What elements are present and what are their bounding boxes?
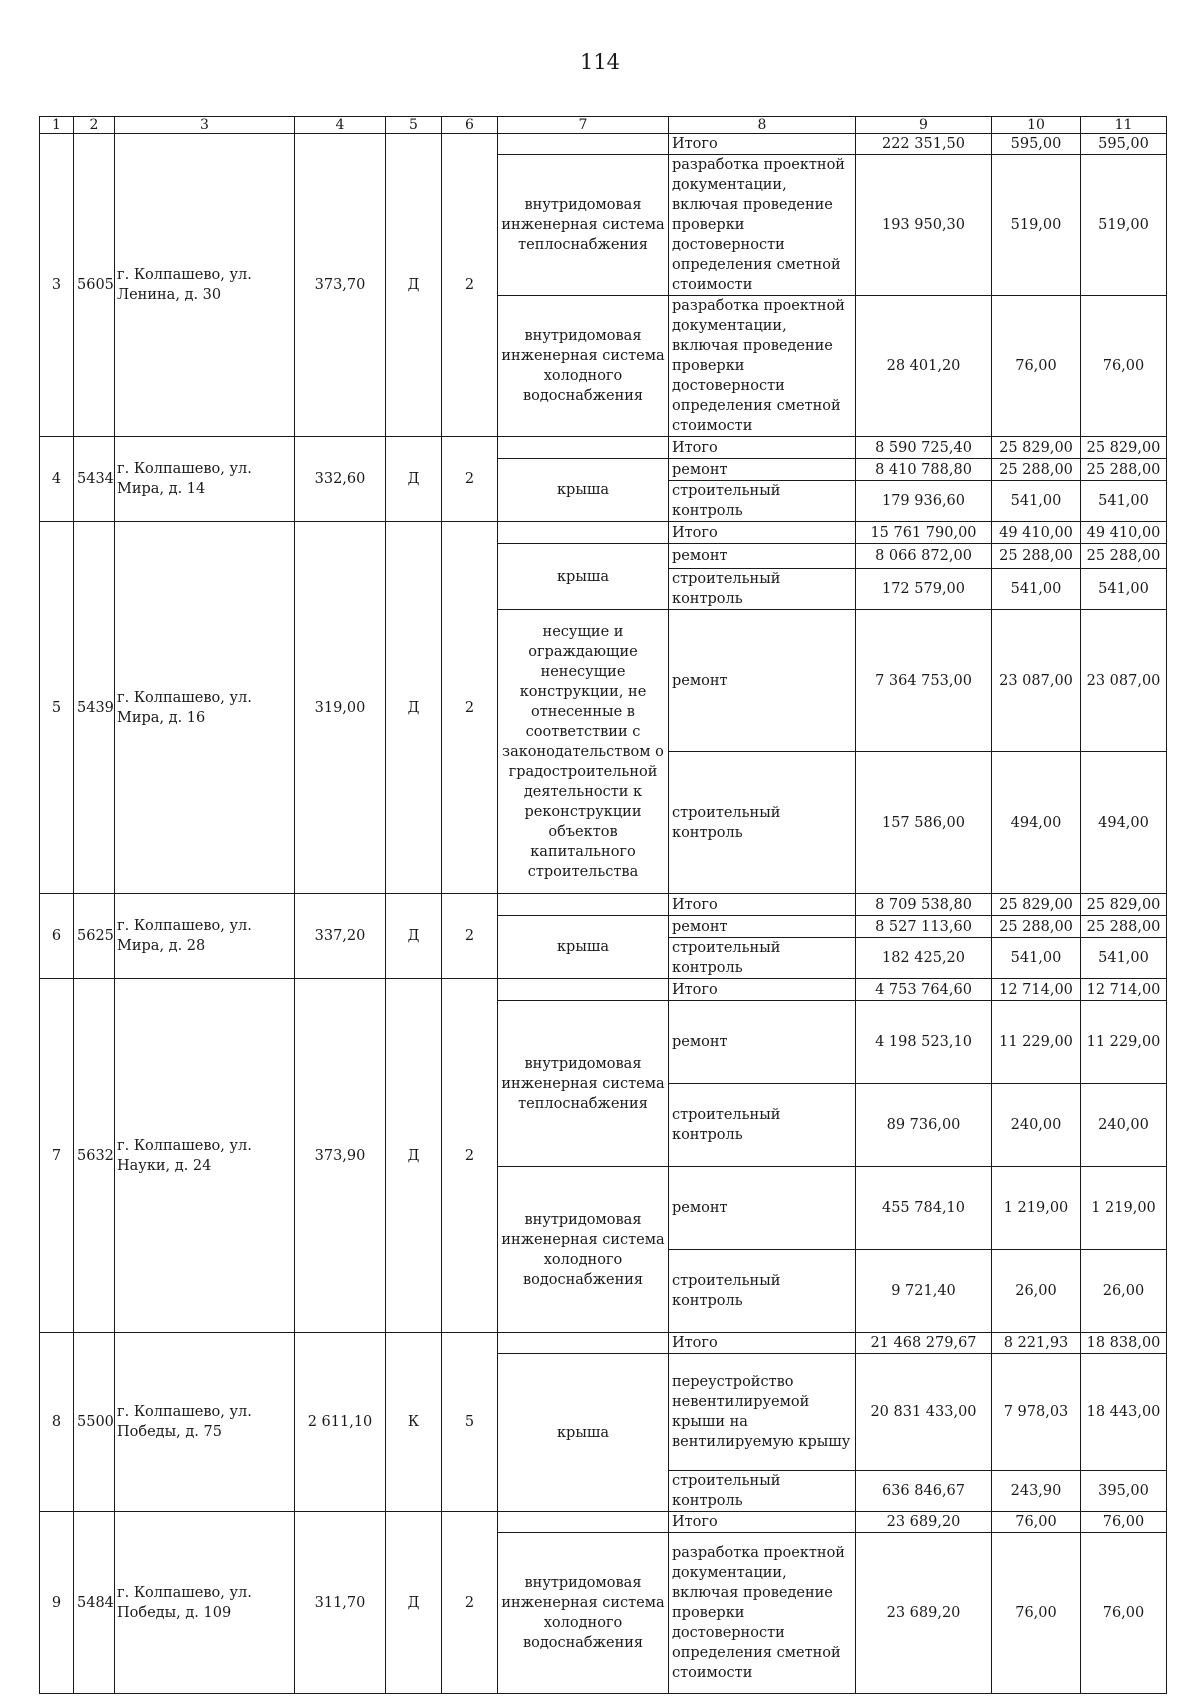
work-value-10: 243,90 — [992, 1471, 1081, 1512]
total-label: Итого — [669, 894, 856, 916]
work-value-11: 25 288,00 — [1081, 459, 1167, 481]
record-code: 5434 — [74, 437, 115, 522]
column-header: 11 — [1081, 117, 1167, 134]
work-type: ремонт — [669, 610, 856, 752]
work-value-10: 26,00 — [992, 1250, 1081, 1333]
record-address: г. Колпашево, ул. Мира, д. 14 — [115, 437, 295, 522]
work-value-9: 4 198 523,10 — [856, 1001, 992, 1084]
total-element-cell — [498, 1333, 669, 1354]
work-value-11: 541,00 — [1081, 938, 1167, 979]
work-value-9: 636 846,67 — [856, 1471, 992, 1512]
total-label: Итого — [669, 1333, 856, 1354]
total-element-cell — [498, 979, 669, 1001]
work-type: ремонт — [669, 459, 856, 481]
work-value-10: 76,00 — [992, 296, 1081, 437]
work-value-10: 240,00 — [992, 1084, 1081, 1167]
work-type: строительный контроль — [669, 481, 856, 522]
work-value-11: 23 087,00 — [1081, 610, 1167, 752]
structural-element: внутридомовая инженерная система теплоснабжения — [498, 155, 669, 296]
record-address: г. Колпашево, ул. Мира, д. 28 — [115, 894, 295, 979]
work-value-9: 172 579,00 — [856, 569, 992, 610]
record-row — [40, 437, 1167, 459]
total-value-9: 8 590 725,40 — [856, 437, 992, 459]
work-value-10: 11 229,00 — [992, 1001, 1081, 1084]
work-value-9: 8 527 113,60 — [856, 916, 992, 938]
total-label: Итого — [669, 437, 856, 459]
work-value-11: 1 219,00 — [1081, 1167, 1167, 1250]
work-value-9: 23 689,20 — [856, 1533, 992, 1694]
record-number: 4 — [40, 437, 74, 522]
work-value-11: 25 288,00 — [1081, 916, 1167, 938]
record-address: г. Колпашево, ул. Победы, д. 109 — [115, 1512, 295, 1694]
structural-element: внутридомовая инженерная система холодного водоснабжения — [498, 296, 669, 437]
work-value-9: 179 936,60 — [856, 481, 992, 522]
total-value-11: 595,00 — [1081, 134, 1167, 155]
work-value-11: 541,00 — [1081, 569, 1167, 610]
record-area: 373,70 — [295, 134, 386, 437]
work-value-11: 76,00 — [1081, 296, 1167, 437]
record-address: г. Колпашево, ул. Науки, д. 24 — [115, 979, 295, 1333]
record-number: 7 — [40, 979, 74, 1333]
column-header: 1 — [40, 117, 74, 134]
record-area: 319,00 — [295, 522, 386, 894]
work-value-9: 8 066 872,00 — [856, 544, 992, 569]
record-row — [40, 134, 1167, 155]
structural-element: внутридомовая инженерная система холодного водоснабжения — [498, 1533, 669, 1694]
structural-element: внутридомовая инженерная система теплоснабжения — [498, 1001, 669, 1167]
record-type: Д — [386, 522, 442, 894]
total-value-9: 23 689,20 — [856, 1512, 992, 1533]
total-value-10: 8 221,93 — [992, 1333, 1081, 1354]
work-value-10: 494,00 — [992, 752, 1081, 894]
total-value-10: 12 714,00 — [992, 979, 1081, 1001]
work-value-10: 541,00 — [992, 938, 1081, 979]
record-number: 3 — [40, 134, 74, 437]
total-element-cell — [498, 134, 669, 155]
record-number: 9 — [40, 1512, 74, 1694]
structural-element: внутридомовая инженерная система холодного водоснабжения — [498, 1167, 669, 1333]
total-value-11: 25 829,00 — [1081, 437, 1167, 459]
record-code: 5484 — [74, 1512, 115, 1694]
column-header: 2 — [74, 117, 115, 134]
column-header: 7 — [498, 117, 669, 134]
work-value-10: 1 219,00 — [992, 1167, 1081, 1250]
total-value-10: 595,00 — [992, 134, 1081, 155]
work-value-11: 494,00 — [1081, 752, 1167, 894]
work-value-9: 157 586,00 — [856, 752, 992, 894]
work-type: строительный контроль — [669, 1471, 856, 1512]
record-row — [40, 522, 1167, 544]
total-label: Итого — [669, 979, 856, 1001]
column-header: 3 — [115, 117, 295, 134]
record-count: 2 — [442, 894, 498, 979]
total-element-cell — [498, 522, 669, 544]
work-value-9: 455 784,10 — [856, 1167, 992, 1250]
total-element-cell — [498, 437, 669, 459]
record-area: 337,20 — [295, 894, 386, 979]
total-value-11: 18 838,00 — [1081, 1333, 1167, 1354]
record-area: 2 611,10 — [295, 1333, 386, 1512]
work-type: разработка проектной документации, включая проведение проверки достоверности определения сметной стоимости — [669, 296, 856, 437]
record-code: 5625 — [74, 894, 115, 979]
work-type: переустройство невентилируемой крыши на вентилируемую крышу — [669, 1354, 856, 1471]
work-type: строительный контроль — [669, 1250, 856, 1333]
record-count: 2 — [442, 979, 498, 1333]
record-code: 5632 — [74, 979, 115, 1333]
work-value-9: 7 364 753,00 — [856, 610, 992, 752]
total-value-10: 25 829,00 — [992, 894, 1081, 916]
work-value-10: 25 288,00 — [992, 459, 1081, 481]
record-type: Д — [386, 894, 442, 979]
work-value-9: 182 425,20 — [856, 938, 992, 979]
record-row — [40, 894, 1167, 916]
total-value-11: 49 410,00 — [1081, 522, 1167, 544]
work-value-11: 76,00 — [1081, 1533, 1167, 1694]
total-value-9: 4 753 764,60 — [856, 979, 992, 1001]
total-value-10: 25 829,00 — [992, 437, 1081, 459]
work-value-10: 25 288,00 — [992, 916, 1081, 938]
record-code: 5439 — [74, 522, 115, 894]
record-row — [40, 1333, 1167, 1354]
work-value-10: 76,00 — [992, 1533, 1081, 1694]
structural-element: крыша — [498, 916, 669, 979]
work-value-11: 240,00 — [1081, 1084, 1167, 1167]
record-area: 373,90 — [295, 979, 386, 1333]
record-area: 311,70 — [295, 1512, 386, 1694]
column-header: 6 — [442, 117, 498, 134]
work-value-9: 8 410 788,80 — [856, 459, 992, 481]
record-code: 5605 — [74, 134, 115, 437]
record-type: К — [386, 1333, 442, 1512]
total-value-10: 49 410,00 — [992, 522, 1081, 544]
total-label: Итого — [669, 1512, 856, 1533]
work-type: строительный контроль — [669, 752, 856, 894]
record-count: 2 — [442, 522, 498, 894]
record-number: 5 — [40, 522, 74, 894]
record-address: г. Колпашево, ул. Победы, д. 75 — [115, 1333, 295, 1512]
work-value-11: 395,00 — [1081, 1471, 1167, 1512]
structural-element: крыша — [498, 459, 669, 522]
work-value-9: 193 950,30 — [856, 155, 992, 296]
total-value-11: 12 714,00 — [1081, 979, 1167, 1001]
work-value-9: 9 721,40 — [856, 1250, 992, 1333]
total-value-10: 76,00 — [992, 1512, 1081, 1533]
work-value-11: 519,00 — [1081, 155, 1167, 296]
work-value-10: 519,00 — [992, 155, 1081, 296]
total-value-9: 21 468 279,67 — [856, 1333, 992, 1354]
record-number: 6 — [40, 894, 74, 979]
record-row — [40, 1512, 1167, 1533]
work-value-11: 26,00 — [1081, 1250, 1167, 1333]
work-type: строительный контроль — [669, 1084, 856, 1167]
total-value-11: 25 829,00 — [1081, 894, 1167, 916]
record-area: 332,60 — [295, 437, 386, 522]
work-type: строительный контроль — [669, 569, 856, 610]
record-type: Д — [386, 134, 442, 437]
work-value-10: 541,00 — [992, 569, 1081, 610]
total-label: Итого — [669, 134, 856, 155]
work-type: ремонт — [669, 544, 856, 569]
work-value-10: 23 087,00 — [992, 610, 1081, 752]
work-value-9: 28 401,20 — [856, 296, 992, 437]
work-value-11: 25 288,00 — [1081, 544, 1167, 569]
work-type: разработка проектной документации, включая проведение проверки достоверности определения сметной стоимости — [669, 155, 856, 296]
record-count: 5 — [442, 1333, 498, 1512]
work-value-11: 11 229,00 — [1081, 1001, 1167, 1084]
record-count: 2 — [442, 1512, 498, 1694]
structural-element: крыша — [498, 1354, 669, 1512]
work-type: строительный контроль — [669, 938, 856, 979]
total-element-cell — [498, 1512, 669, 1533]
record-row — [40, 979, 1167, 1001]
structural-element: несущие и ограждающие ненесущие конструкции, не отнесенные в соответствии с законодательством о градостроительной деятельности к реконструкции объектов капитального строительства — [498, 610, 669, 894]
work-value-9: 20 831 433,00 — [856, 1354, 992, 1471]
record-address: г. Колпашево, ул. Мира, д. 16 — [115, 522, 295, 894]
total-value-11: 76,00 — [1081, 1512, 1167, 1533]
work-value-11: 18 443,00 — [1081, 1354, 1167, 1471]
column-header-row — [40, 117, 1167, 134]
total-label: Итого — [669, 522, 856, 544]
record-count: 2 — [442, 437, 498, 522]
work-type: ремонт — [669, 1167, 856, 1250]
record-address: г. Колпашево, ул. Ленина, д. 30 — [115, 134, 295, 437]
structural-element: крыша — [498, 544, 669, 610]
record-type: Д — [386, 437, 442, 522]
column-header: 10 — [992, 117, 1081, 134]
work-value-10: 25 288,00 — [992, 544, 1081, 569]
column-header: 8 — [669, 117, 856, 134]
record-count: 2 — [442, 134, 498, 437]
work-value-10: 7 978,03 — [992, 1354, 1081, 1471]
column-header: 9 — [856, 117, 992, 134]
total-value-9: 8 709 538,80 — [856, 894, 992, 916]
work-value-9: 89 736,00 — [856, 1084, 992, 1167]
work-value-11: 541,00 — [1081, 481, 1167, 522]
page-number: 114 — [579, 50, 621, 74]
record-type: Д — [386, 979, 442, 1333]
capital-repair-table — [39, 116, 1167, 1694]
work-type: ремонт — [669, 1001, 856, 1084]
column-header: 5 — [386, 117, 442, 134]
work-value-10: 541,00 — [992, 481, 1081, 522]
column-header: 4 — [295, 117, 386, 134]
work-type: ремонт — [669, 916, 856, 938]
total-value-9: 15 761 790,00 — [856, 522, 992, 544]
total-value-9: 222 351,50 — [856, 134, 992, 155]
total-element-cell — [498, 894, 669, 916]
work-type: разработка проектной документации, включая проведение проверки достоверности определения сметной стоимости — [669, 1533, 856, 1694]
record-type: Д — [386, 1512, 442, 1694]
record-number: 8 — [40, 1333, 74, 1512]
record-code: 5500 — [74, 1333, 115, 1512]
